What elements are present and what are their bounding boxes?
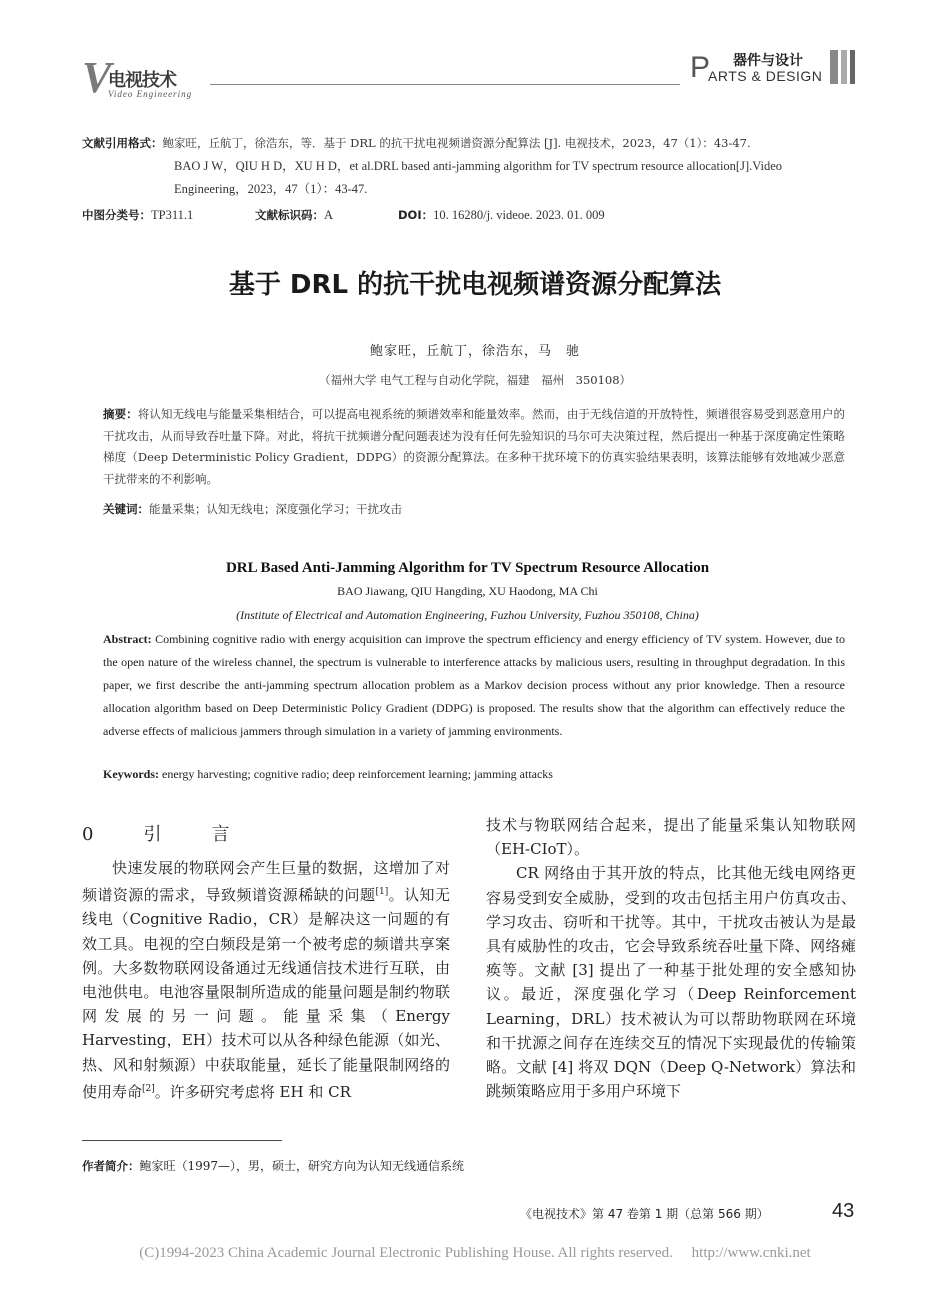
keywords-en-label: Keywords: (103, 767, 159, 781)
keywords-cn-label: 关键词： (103, 502, 149, 516)
section-heading: 0 引 言 (82, 824, 246, 845)
ref-2: [2] (142, 1083, 155, 1094)
ref-1: [1] (375, 887, 389, 898)
body-right-column (486, 813, 856, 1103)
authors-en: BAO Jiawang, QIU Hangding, XU Haodong, MA Chi (337, 584, 598, 598)
doi-value: 10. 16280/j. videoe. 2023. 01. 009 (433, 208, 605, 222)
abstract-en (103, 628, 845, 743)
copyright-line: (C)1994-2023 China Academic Journal Electronic Publishing House. All rights reserved. http://www.cnki.net (139, 1245, 811, 1261)
logo-english: Video Engineering (108, 89, 193, 99)
intro-paragraph-1-cont: 技术与物联网结合起来，提出了能量采集认知物联网（EH-CIoT）。 (486, 816, 856, 859)
section-title-en: ARTS & DESIGN (708, 68, 823, 84)
journal-logo (82, 53, 202, 106)
header-decor-bars (830, 50, 858, 84)
abstract-en-label: Abstract: (103, 632, 152, 646)
doc-code-line: 文献标识码：A (255, 208, 334, 222)
intro-paragraph-2: CR 网络由于其开放的特点，比其他无线电网络更容易受到安全威胁，受到的攻击包括主用户仿真攻击、学习攻击、窃听和干扰等。其中，干扰攻击被认为是最具有威胁性的攻击，它会导致系统吞吐量下降、网络瘫痪等。文献 [3] 提出了一种基于批处理的安全感知协议。最近，深度强化学习（Deep Reinforcement Learning，DRL）技术被认为可以帮助物联网在环境和干扰源之间存在连续交互的情况下实现最优的传输策略。文献 [4] 将双 DQN（Deep Q-Network）算法和跳频策略应用于多用户环境下 (486, 864, 856, 1101)
header-rule (210, 84, 680, 85)
section-title-cn: 器件与设计 (733, 53, 803, 69)
keywords-en (103, 767, 553, 782)
page-number: 43 (832, 1200, 855, 1222)
abstract-cn (103, 404, 845, 490)
doc-code-value: A (324, 208, 334, 222)
abstract-en-text: Combining cognitive radio with energy acquisition can improve the spectrum efficiency and energy efficiency of TV system. However, due to the open nature of the wireless channel, the spectrum is vulnerable to interference attacks by malicious users, resulting in throughput degradation. In this paper, we first describe the anti-jamming spectrum allocation problem as a Markov decision process without any prior knowledge. Then a resource allocation algorithm based on Deep Deterministic Policy Gradient (DDPG) is proposed. The results show that the algorithm can effectively reduce the adverse effects of malicious jammers through simulation in a variety of jamming environments. (103, 632, 845, 738)
footnote-text: 鲍家旺（1997—），男，硕士，研究方向为认知无线通信系统 (139, 1159, 465, 1173)
section-initial: P (690, 51, 711, 84)
keywords-en-text: energy harvesting; cognitive radio; deep reinforcement learning; jamming attacks (162, 767, 553, 781)
keywords-cn-text: 能量采集；认知无线电；深度强化学习；干扰攻击 (149, 502, 402, 516)
clc-value: TP311.1 (151, 208, 194, 222)
intro-paragraph-1: 快速发展的物联网会产生巨量的数据，这增加了对频谱资源的需求，导致频谱资源稀缺的问题[1]。认知无线电（Cognitive Radio，CR）是解决这一问题的有效工具。电视的空白频段是第一个被考虑的频谱共享案例。大多数物联网设备通过无线通信技术进行互联，由电池供电。电池容量限制所造成的能量问题是制约物联网发展的另一问题。能量采集（Energy Harvesting，EH）技术可以从各种绿色能源（如光、热、风和射频源）中获取能量，延长了能量限制网络的使用寿命[2]。许多研究考虑将 EH 和 CR (82, 859, 450, 1101)
affiliation-en: (Institute of Electrical and Automation Engineering, Fuzhou University, Fuzhou 350108, China) (236, 608, 699, 622)
authors-cn: 鲍家旺，丘航丁，徐浩东，马 驰 (369, 344, 580, 359)
footnote-rule (82, 1140, 282, 1141)
paper-title-en: DRL Based Anti-Jamming Algorithm for TV Spectrum Resource Allocation (225, 560, 710, 576)
logo-v-mark: V (82, 53, 112, 102)
citation-en-line2: Engineering，2023，47（1）：43-47. (174, 182, 368, 196)
paper-title: 基于 DRL 的抗干扰电视频谱资源分配算法 (228, 270, 722, 300)
journal-info: 《电视技术》第 47 卷第 1 期（总第 566 期） (520, 1207, 769, 1221)
abstract-cn-text: 将认知无线电与能量采集相结合，可以提高电视系统的频谱效率和能量效率。然而，由于无线信道的开放特性，频谱很容易受到恶意用户的干扰攻击，从而导致吞吐量下降。对此，将抗干扰频谱分配问题表述为没有任何先验知识的马尔可夫决策过程，然后提出一种基于深度确定性策略梯度（Deep Deterministic Policy Gradient，DDPG）的资源分配算法。在多种干扰环境下的仿真实验结果表明，该算法能够有效地减少恶意干扰带来的不利影响。 (103, 407, 846, 486)
footnote-label: 作者简介： (82, 1159, 140, 1173)
clc-line: 中图分类号：TP311.1 (82, 208, 194, 222)
author-footnote (82, 1157, 464, 1174)
doi-line: DOI：10. 16280/j. videoe. 2023. 01. 009 (398, 208, 605, 222)
affiliation-cn: （福州大学 电气工程与自动化学院，福建 福州 350108） (318, 373, 632, 387)
abstract-cn-label: 摘要： (103, 407, 138, 421)
keywords-cn (103, 501, 402, 517)
body-left-column (82, 856, 450, 1104)
logo-chinese: 电视技术 (108, 70, 176, 91)
citation-en-line1: BAO J W，QIU H D，XU H D，et al.DRL based anti-jamming algorithm for TV spectrum resource allocation[J].Video (174, 159, 783, 173)
citation-cn: 鲍家旺，丘航丁，徐浩东，等．基于 DRL 的抗干扰电视频谱资源分配算法 [J]. 电视技术，2023，47（1）：43-47. (162, 136, 751, 150)
citation-label: 文献引用格式： (82, 136, 163, 150)
citation-cn-line (82, 132, 862, 155)
